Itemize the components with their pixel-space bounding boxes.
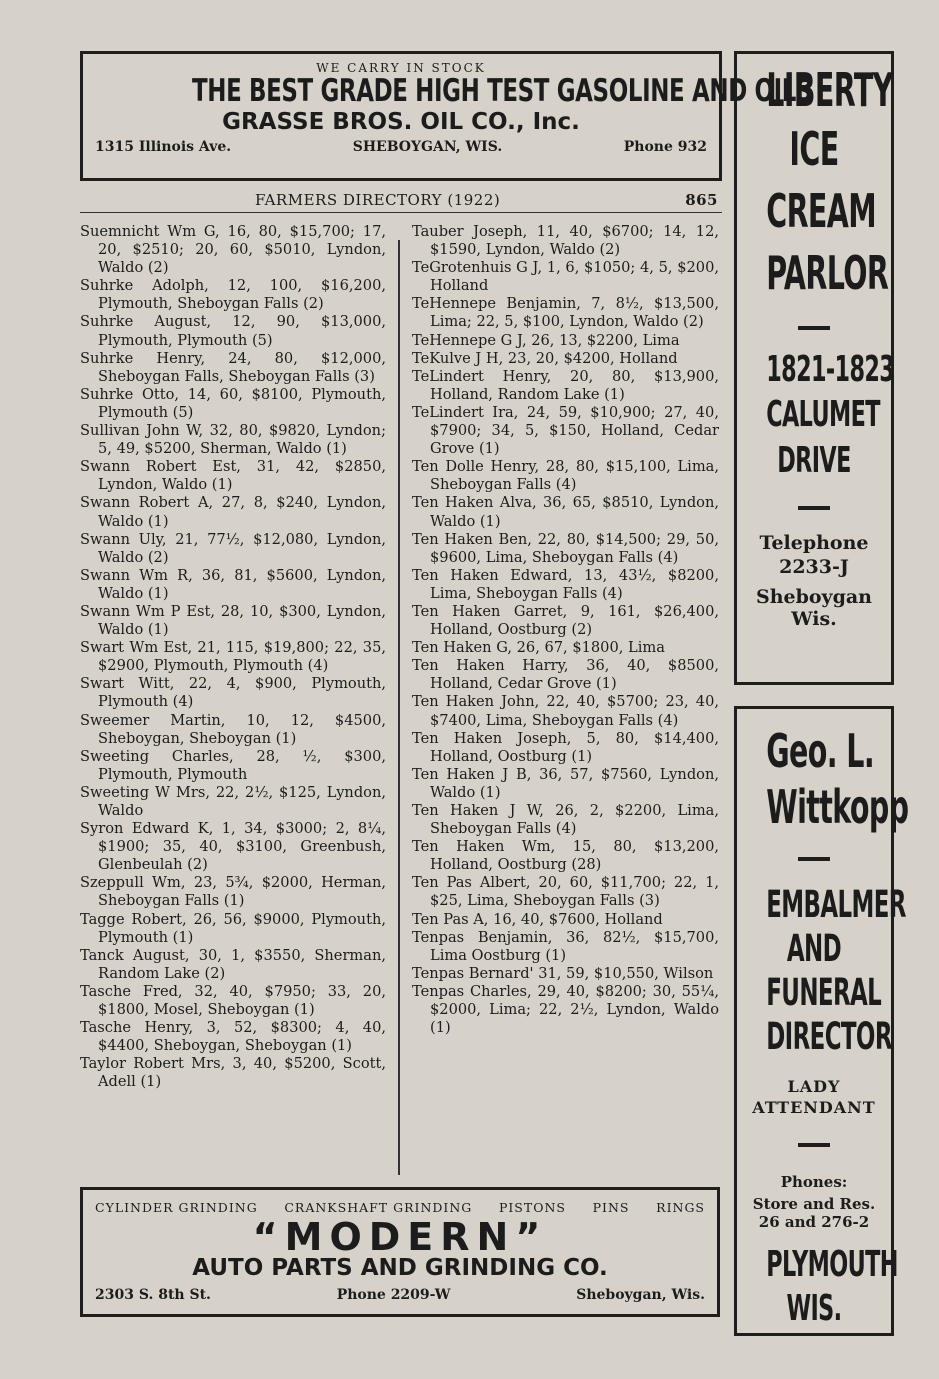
gasoline-advertisement xyxy=(80,51,813,181)
ad-city: Sheboygan, Wis. xyxy=(576,1287,705,1303)
liberty-line-3: CREAM xyxy=(766,184,876,238)
directory-entry: TeKulve J H, 23, 20, $4200, Holland xyxy=(412,349,678,367)
ad-address: 1315 Illinois Ave. xyxy=(95,139,232,155)
directory-entry: Sweemer Martin, 10, 12, $4500, Sheboygan, Sheboygan (1) xyxy=(80,711,386,747)
directory-entry: Ten Haken J W, 26, 2, $2200, Lima, Sheboygan Falls (4) xyxy=(412,802,719,838)
wittkopp-name-1: Geo. L. xyxy=(766,724,875,778)
directory-entry: TeGrotenhuis G J, 1, 6, $1050; 4, 5, $200, Holland xyxy=(412,259,719,295)
directory-entry: Sweeting Charles, 28, ½, $300, Plymouth, Plymouth xyxy=(80,747,386,783)
liberty-state: Wis. xyxy=(791,608,837,630)
service-pins: PINS xyxy=(592,1200,630,1215)
directory-entry: Ten Haken G, 26, 67, $1800, Lima xyxy=(412,639,665,657)
directory-column-right xyxy=(412,223,719,1037)
wittkopp-line-3: FUNERAL xyxy=(766,971,882,1014)
ad-company-name: GRASSE BROS. OIL CO., Inc. xyxy=(222,109,580,135)
wittkopp-name-2: Wittkopp xyxy=(766,780,909,834)
brand-name: “MODERN” xyxy=(252,1215,548,1259)
directory-entry: Tauber Joseph, 11, 40, $6700; 14, 12, $1590, Lyndon, Waldo (2) xyxy=(412,223,719,259)
directory-entry: Ten Haken Wm, 15, 80, $13,200, Holland, Oostburg (28) xyxy=(412,838,719,874)
directory-entry: Tenpas Benjamin, 36, 82½, $15,700, Lima Oostburg (1) xyxy=(412,928,719,964)
directory-entry: Swann Uly, 21, 77½, $12,080, Lyndon, Waldo (2) xyxy=(80,530,386,566)
directory-entry: Ten Haken Edward, 13, 43½, $8200, Lima, Sheboygan Falls (4) xyxy=(412,566,719,602)
liberty-line-1: LIBERTY xyxy=(766,63,893,117)
directory-entry: Swann Wm P Est, 28, 10, $300, Lyndon, Waldo (1) xyxy=(80,602,386,639)
directory-entry: Syron Edward K, 1, 34, $3000; 2, 8¼, $1900; 35, 40, $3100, Greenbush, Glenbeulah (2) xyxy=(80,820,386,874)
directory-entry: Taylor Robert Mrs, 3, 40, $5200, Scott, Adell (1) xyxy=(80,1055,386,1091)
ad-city: SHEBOYGAN, WIS. xyxy=(352,139,503,155)
ad-headline: THE BEST GRADE HIGH TEST GASOLINE AND OILS xyxy=(191,73,813,109)
directory-entry: Swann Wm R, 36, 81, $5600, Lyndon, Waldo (1) xyxy=(80,566,386,602)
directory-entry: Szeppull Wm, 23, 5¾, $2000, Herman, Sheboygan Falls (1) xyxy=(80,874,386,910)
page-title: FARMERS DIRECTORY (1922) xyxy=(255,191,501,209)
service-pistons: PISTONS xyxy=(498,1200,566,1215)
directory-entry: Ten Haken Garret, 9, 161, $26,400, Holland, Oostburg (2) xyxy=(412,602,719,639)
directory-entry: Suhrke Henry, 24, 80, $12,000, Sheboygan Falls, Sheboygan Falls (3) xyxy=(80,349,386,385)
ad-company-name: AUTO PARTS AND GRINDING CO. xyxy=(192,1255,608,1281)
ice-cream-advertisement xyxy=(734,51,894,685)
directory-entry: Ten Haken Ben, 22, 80, $14,500; 29, 50, $9600, Lima, Sheboygan Falls (4) xyxy=(412,530,719,566)
directory-entry: Tagge Robert, 26, 56, $9000, Plymouth, Plymouth (1) xyxy=(80,910,386,946)
directory-entry: Swann Robert A, 27, 8, $240, Lyndon, Waldo (1) xyxy=(80,494,386,530)
wittkopp-phones-line-1: Store and Res. xyxy=(752,1195,876,1213)
liberty-address-3: DRIVE xyxy=(777,440,851,481)
ad-phone: Phone 2209-W xyxy=(336,1287,451,1303)
liberty-city: Sheboygan xyxy=(755,586,873,608)
directory-entry: Tasche Henry, 3, 52, $8300; 4, 40, $4400, Sheboygan, Sheboygan (1) xyxy=(80,1019,386,1055)
directory-entry: Ten Pas A, 16, 40, $7600, Holland xyxy=(412,910,663,928)
service-rings: RINGS xyxy=(656,1200,705,1215)
directory-entry: TeLindert Ira, 24, 59, $10,900; 27, 40, $7900; 34, 5, $150, Holland, Cedar Grove (1) xyxy=(412,403,719,458)
wittkopp-state: WIS. xyxy=(786,1288,842,1329)
ad-contact-row xyxy=(83,139,719,155)
directory-entry: TeHennepe Benjamin, 7, 8½, $13,500, Lima; 22, 5, $100, Lyndon, Waldo (2) xyxy=(412,295,719,331)
directory-entry: Ten Haken Harry, 36, 40, $8500, Holland, Cedar Grove (1) xyxy=(412,657,719,693)
wittkopp-line-2: AND xyxy=(786,927,842,970)
liberty-address-1: 1821-1823 xyxy=(766,349,895,390)
funeral-director-advertisement xyxy=(734,706,909,1336)
directory-entry: Swart Witt, 22, 4, $900, Plymouth, Plymouth (4) xyxy=(80,675,386,711)
wittkopp-attendant: ATTENDANT xyxy=(752,1098,876,1117)
directory-entry: Ten Pas Albert, 20, 60, $11,700; 22, 1, $25, Lima, Sheboygan Falls (3) xyxy=(412,874,719,910)
directory-entry: Ten Haken Alva, 36, 65, $8510, Lyndon, Waldo (1) xyxy=(412,494,719,530)
divider-dash xyxy=(798,326,830,330)
ad-contact-row xyxy=(83,1287,717,1303)
directory-entry: Sweeting W Mrs, 22, 2½, $125, Lyndon, Waldo xyxy=(80,783,386,819)
liberty-line-4: PARLOR xyxy=(766,246,889,300)
directory-entry: Suemnicht Wm G, 16, 80, $15,700; 17, 20, $2510; 20, 60, $5010, Lyndon, Waldo (2) xyxy=(80,223,386,277)
liberty-tel-number: 2233-J xyxy=(779,556,849,578)
directory-entry: Tasche Fred, 32, 40, $7950; 33, 20, $1800, Mosel, Sheboygan (1) xyxy=(80,982,386,1019)
directory-entry: Suhrke Otto, 14, 60, $8100, Plymouth, Plymouth (5) xyxy=(80,385,386,421)
ad-phone: Phone 932 xyxy=(623,139,707,155)
liberty-line-2: ICE xyxy=(789,122,839,176)
divider-dash xyxy=(798,857,830,861)
directory-entry: Swart Wm Est, 21, 115, $19,800; 22, 35, $2900, Plymouth, Plymouth (4) xyxy=(80,639,386,675)
ad-tagline: WE CARRY IN STOCK xyxy=(316,61,486,75)
services-row xyxy=(83,1200,717,1215)
wittkopp-line-1: EMBALMER xyxy=(766,883,906,926)
service-crankshaft-grinding: CRANKSHAFT GRINDING xyxy=(284,1200,473,1215)
directory-entry: TeHennepe G J, 26, 13, $2200, Lima xyxy=(412,331,680,349)
wittkopp-phones-line-2: 26 and 276-2 xyxy=(758,1213,870,1231)
wittkopp-phones-label: Phones: xyxy=(780,1173,848,1191)
directory-entry: Tenpas Bernard' 31, 59, $10,550, Wilson xyxy=(412,964,714,982)
auto-parts-advertisement xyxy=(80,1187,720,1317)
directory-entry: Tanck August, 30, 1, $3550, Sherman, Random Lake (2) xyxy=(80,946,386,982)
divider-dash xyxy=(798,506,830,510)
directory-entry: Suhrke Adolph, 12, 100, $16,200, Plymouth, Sheboygan Falls (2) xyxy=(80,277,386,313)
directory-entry: Ten Dolle Henry, 28, 80, $15,100, Lima, Sheboygan Falls (4) xyxy=(412,458,719,494)
liberty-tel-label: Telephone xyxy=(759,532,869,554)
wittkopp-lady: LADY xyxy=(787,1077,841,1096)
directory-column-left xyxy=(80,223,386,1092)
directory-entry: Sullivan John W, 32, 80, $9820, Lyndon; 5, 49, $5200, Sherman, Waldo (1) xyxy=(80,422,386,458)
divider-dash xyxy=(798,1143,830,1147)
directory-entry: Ten Haken Joseph, 5, 80, $14,400, Holland, Oostburg (1) xyxy=(412,729,719,765)
service-cylinder-grinding: CYLINDER GRINDING xyxy=(95,1200,258,1215)
page-number: 865 xyxy=(685,191,718,209)
page-header xyxy=(80,190,722,213)
directory-entry: Ten Haken John, 22, 40, $5700; 23, 40, $7400, Lima, Sheboygan Falls (4) xyxy=(412,693,719,729)
directory-entry: Suhrke August, 12, 90, $13,000, Plymouth, Plymouth (5) xyxy=(80,313,386,349)
wittkopp-city: PLYMOUTH xyxy=(766,1244,898,1285)
directory-entry: TeLindert Henry, 20, 80, $13,900, Holland, Random Lake (1) xyxy=(412,367,719,403)
directory-entry: Ten Haken J B, 36, 57, $7560, Lyndon, Waldo (1) xyxy=(412,765,719,801)
liberty-address-2: CALUMET xyxy=(766,394,880,435)
directory-entry: Swann Robert Est, 31, 42, $2850, Lyndon, Waldo (1) xyxy=(80,458,386,494)
wittkopp-line-4: DIRECTOR xyxy=(766,1015,892,1058)
ad-address: 2303 S. 8th St. xyxy=(95,1287,211,1303)
column-divider xyxy=(398,240,400,1175)
directory-entry: Tenpas Charles, 29, 40, $8200; 30, 55¼, $2000, Lima; 22, 2½, Lyndon, Waldo (1) xyxy=(412,982,719,1037)
